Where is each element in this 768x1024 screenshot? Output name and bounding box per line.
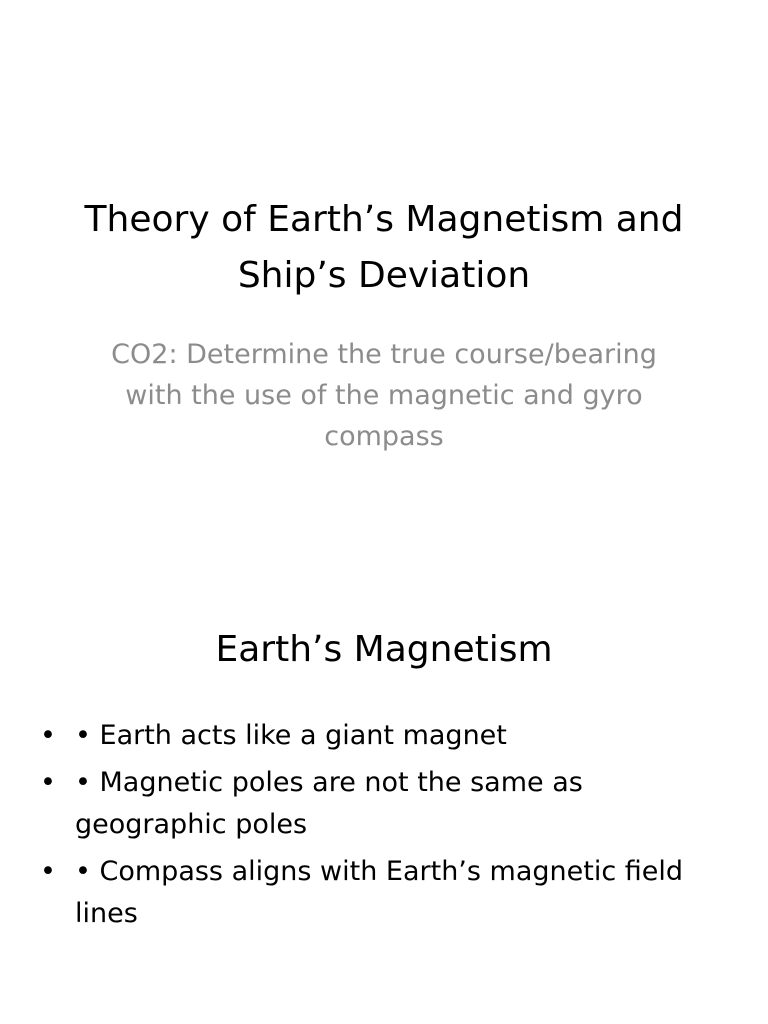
bullet-text: • Compass aligns with Earth’s magnetic field lines <box>75 856 684 929</box>
bullet-dot-icon: • <box>40 856 56 887</box>
slide-subtitle: CO2: Determine the true course/bearing with the use of the magnetic and gyro compass <box>111 339 657 452</box>
slide-title: Theory of Earth’s Magnetism and Ship’s Deviation <box>84 199 684 296</box>
list-item <box>40 762 708 846</box>
bullet-list <box>40 715 708 940</box>
bullet-dot-icon: • <box>40 767 56 798</box>
content-slide <box>0 512 768 1024</box>
list-item <box>40 851 708 935</box>
list-item <box>40 715 708 757</box>
bullet-text: • Magnetic poles are not the same as geographic poles <box>75 767 583 840</box>
bullet-dot-icon: • <box>40 720 56 751</box>
slide-heading: Earth’s Magnetism <box>215 629 553 670</box>
bullet-text: • Earth acts like a giant magnet <box>75 720 507 751</box>
